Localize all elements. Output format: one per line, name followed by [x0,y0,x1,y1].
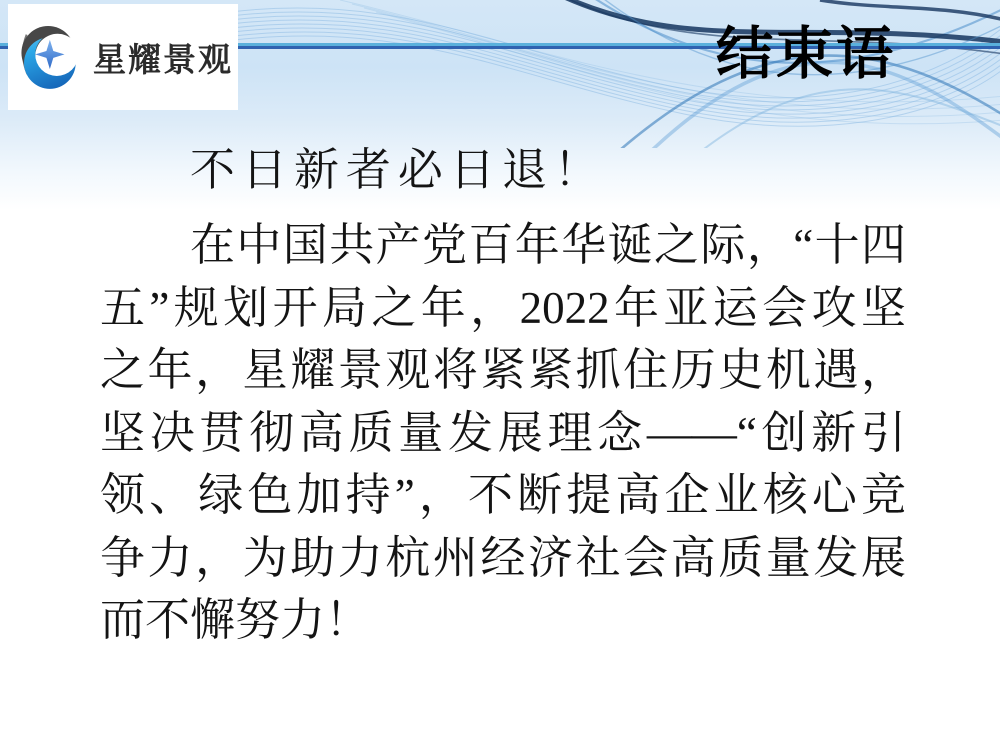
body-line: 在中国共产党百年华诞之际，“十四 [190,220,906,270]
body-line: 不日新者必日退！ [190,145,606,195]
crescent-star-icon [18,14,80,100]
body-line: 争力，为助力杭州经济社会高质量发展 [100,532,906,583]
paragraph-1 [100,138,906,202]
body-line: 领、绿色加持”，不断提高企业核心竞 [100,470,906,520]
body-line: 而不懈努力！ [100,595,371,645]
slide-title: 结束语 [716,22,896,86]
paragraph-2 [100,214,906,652]
slide-body [100,138,906,652]
body-line: 五”规划开局之年，2022年亚运会攻坚 [100,282,906,333]
body-line: 坚决贯彻高质量发展理念——“创新引 [100,407,906,458]
logo-text: 星耀景观 [93,40,233,78]
body-line: 之年，星耀景观将紧紧抓住历史机遇， [100,345,906,395]
logo [8,4,238,110]
